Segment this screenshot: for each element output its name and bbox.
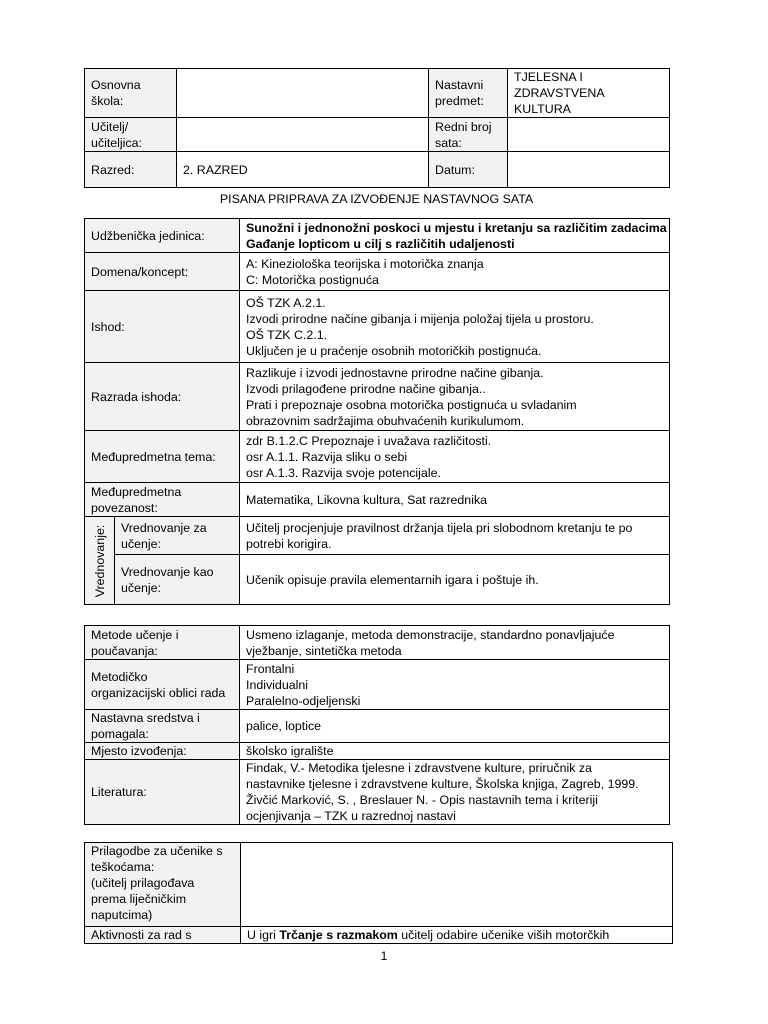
unit-label: Udžbenička jedinica: [85, 219, 240, 253]
teaching-aids-label: Nastavna sredstva i pomagala: [85, 710, 240, 743]
school-field[interactable] [177, 69, 429, 118]
cell-line: ocjenjivanja – TZK u razrednoj nastavi [246, 809, 456, 823]
cell-line: Razlikuje i izvodi jednostavne prirodne načine gibanja. [246, 365, 544, 380]
cell-line: Izvodi prirodne načine gibanja i mijenja položaj tijela u prostoru. [246, 311, 594, 326]
cell-line: osr A.1.1. Razvija sliku o sebi [246, 449, 408, 464]
cross-curricular-theme-field[interactable] [240, 431, 670, 483]
header-table [84, 68, 670, 188]
domain-field[interactable] [240, 253, 670, 291]
subject-label: Nastavni predmet: [429, 69, 508, 118]
cell-line: A: Kineziološka teorijska i motorička znanja [246, 256, 484, 271]
cell-line: palice, loptice [246, 719, 322, 733]
cell-line: Matematika, Likovna kultura, Sat razrednika [246, 492, 488, 507]
evaluation-for-learning-field[interactable] [240, 517, 670, 555]
grade-label: Razred: [85, 152, 177, 188]
activities-text-before: U igri [247, 928, 280, 942]
activities-label: Aktivnosti za rad s [85, 927, 241, 944]
cell-line: zdr B.1.2.C Prepoznaje i uvažava različitosti. [246, 433, 492, 448]
evaluation-group-label: Vrednovanje: [85, 517, 115, 605]
literature-label: Literatura: [85, 760, 240, 825]
cell-line: Živčić Marković, S. , Breslauer N. - Opis nastavnih tema i kriteriji [246, 793, 598, 807]
unit-field[interactable] [240, 219, 670, 253]
domain-label: Domena/koncept: [85, 253, 240, 291]
lesson-row-outcome-elaboration [85, 363, 670, 431]
organization-forms-field[interactable] [240, 660, 670, 710]
activities-field[interactable] [241, 927, 673, 944]
cross-curricular-links-field[interactable] [240, 483, 670, 517]
lesson-row-cross-curricular-links [85, 483, 670, 517]
outcome-label: Ishod: [85, 291, 240, 363]
outcome-elaboration-field[interactable] [240, 363, 670, 431]
methods-row-teaching-aids [85, 710, 670, 743]
cell-line: Gađanje lopticom u cilj s različitih udaljenosti [246, 236, 515, 251]
cell-line: školsko igralište [246, 744, 334, 758]
cell-line: Prati i prepoznaje osobna motorička postignuća u svladanim [246, 397, 577, 412]
subject-field[interactable]: TJELESNA I ZDRAVSTVENA KULTURA [508, 69, 670, 118]
cell-line: Frontalni [246, 661, 295, 676]
lesson-row-unit [85, 219, 670, 253]
activities-game-name: Trčanje s razmakom [279, 928, 398, 942]
activities-text-after: učitelj odabire učenike viših motorčkih [397, 928, 610, 942]
cell-line: Usmeno izlaganje, metoda demonstracije, standardno ponavljajuće [246, 627, 615, 642]
organization-forms-label: Metodičko organizacijski oblici rada [85, 660, 240, 710]
school-label: Osnovna škola: [85, 69, 177, 118]
date-field[interactable] [508, 152, 670, 188]
outcome-field[interactable] [240, 291, 670, 363]
lesson-table [84, 218, 670, 605]
cell-line: nastavnike tjelesne i zdravstvene kulture, Školska knjiga, Zagreb, 1999. [246, 777, 639, 791]
adaptation-difficulties-field[interactable] [241, 843, 673, 927]
cell-line: Individualni [246, 677, 308, 692]
grade-field[interactable]: 2. RAZRED [177, 152, 429, 188]
page-number: 1 [380, 949, 388, 963]
lesson-number-field[interactable] [508, 118, 670, 152]
cell-line: vježbanje, sintetička metoda [246, 643, 402, 658]
lesson-row-cross-curricular-theme [85, 431, 670, 483]
cell-line: Uključen je u praćenje osobnih motoričkih postignuća. [246, 343, 542, 358]
cross-curricular-links-label: Međupredmetna povezanost: [85, 483, 240, 517]
cell-line: potrebi korigira. [246, 536, 332, 551]
cell-line: C: Motorička postignuća [246, 272, 379, 287]
methods-row-teaching-methods [85, 626, 670, 660]
teaching-methods-label: Metode učenje i poučavanja: [85, 626, 240, 660]
cell-line: Izvodi prilagođene prirodne načine gibanja.. [246, 381, 486, 396]
teacher-label: Učitelj/ učiteljica: [85, 118, 177, 152]
cross-curricular-theme-label: Međupredmetna tema: [85, 431, 240, 483]
cell-line: osr A.1.3. Razvija svoje potencijale. [246, 465, 441, 480]
location-field[interactable] [240, 743, 670, 760]
adaptation-difficulties-label: Prilagodbe za učenike s teškoćama: (učitelj prilagođava prema liječničkim naputcima) [85, 843, 241, 927]
lesson-row-outcome [85, 291, 670, 363]
adaptation-table [84, 842, 673, 944]
cell-line: Učenik opisuje pravila elementarnih igara i poštuje ih. [246, 572, 539, 587]
methods-row-location [85, 743, 670, 760]
date-label: Datum: [429, 152, 508, 188]
evaluation-for-learning-label: Vrednovanje za učenje: [115, 517, 240, 555]
teacher-field[interactable] [177, 118, 429, 152]
methods-row-literature [85, 760, 670, 825]
cell-line: Findak, V.- Metodika tjelesne i zdravstvene kulture, priručnik za [246, 761, 592, 775]
cell-line: Učitelj procjenjuje pravilnost držanja tijela pri slobodnom kretanju te po [246, 520, 633, 535]
evaluation-as-learning-field[interactable] [240, 555, 670, 605]
methods-table [84, 625, 670, 825]
cell-line: Sunožni i jednonožni poskoci u mjestu i kretanju sa različitim zadacima [246, 220, 667, 235]
methods-row-organization-forms [85, 660, 670, 710]
location-label: Mjesto izvođenja: [85, 743, 240, 760]
lesson-row-evaluation-for-learning [85, 517, 670, 555]
lesson-row-evaluation-as-learning [85, 555, 670, 605]
cell-line: OŠ TZK C.2.1. [246, 327, 328, 342]
teaching-methods-field[interactable] [240, 626, 670, 660]
lesson-number-label: Redni broj sata: [429, 118, 508, 152]
literature-field[interactable] [240, 760, 670, 825]
teaching-aids-field[interactable] [240, 710, 670, 743]
outcome-elaboration-label: Razrada ishoda: [85, 363, 240, 431]
cell-line: OŠ TZK A.2.1. [246, 295, 326, 310]
cell-line: obrazovnim sadržajima obuhvaćenih kurikulumom. [246, 413, 525, 428]
lesson-row-domain [85, 253, 670, 291]
cell-line: Paralelno-odjeljenski [246, 693, 361, 708]
document-title: PISANA PRIPRAVA ZA IZVOĐENJE NASTAVNOG SATA [219, 192, 534, 206]
evaluation-as-learning-label: Vrednovanje kao učenje: [115, 555, 240, 605]
